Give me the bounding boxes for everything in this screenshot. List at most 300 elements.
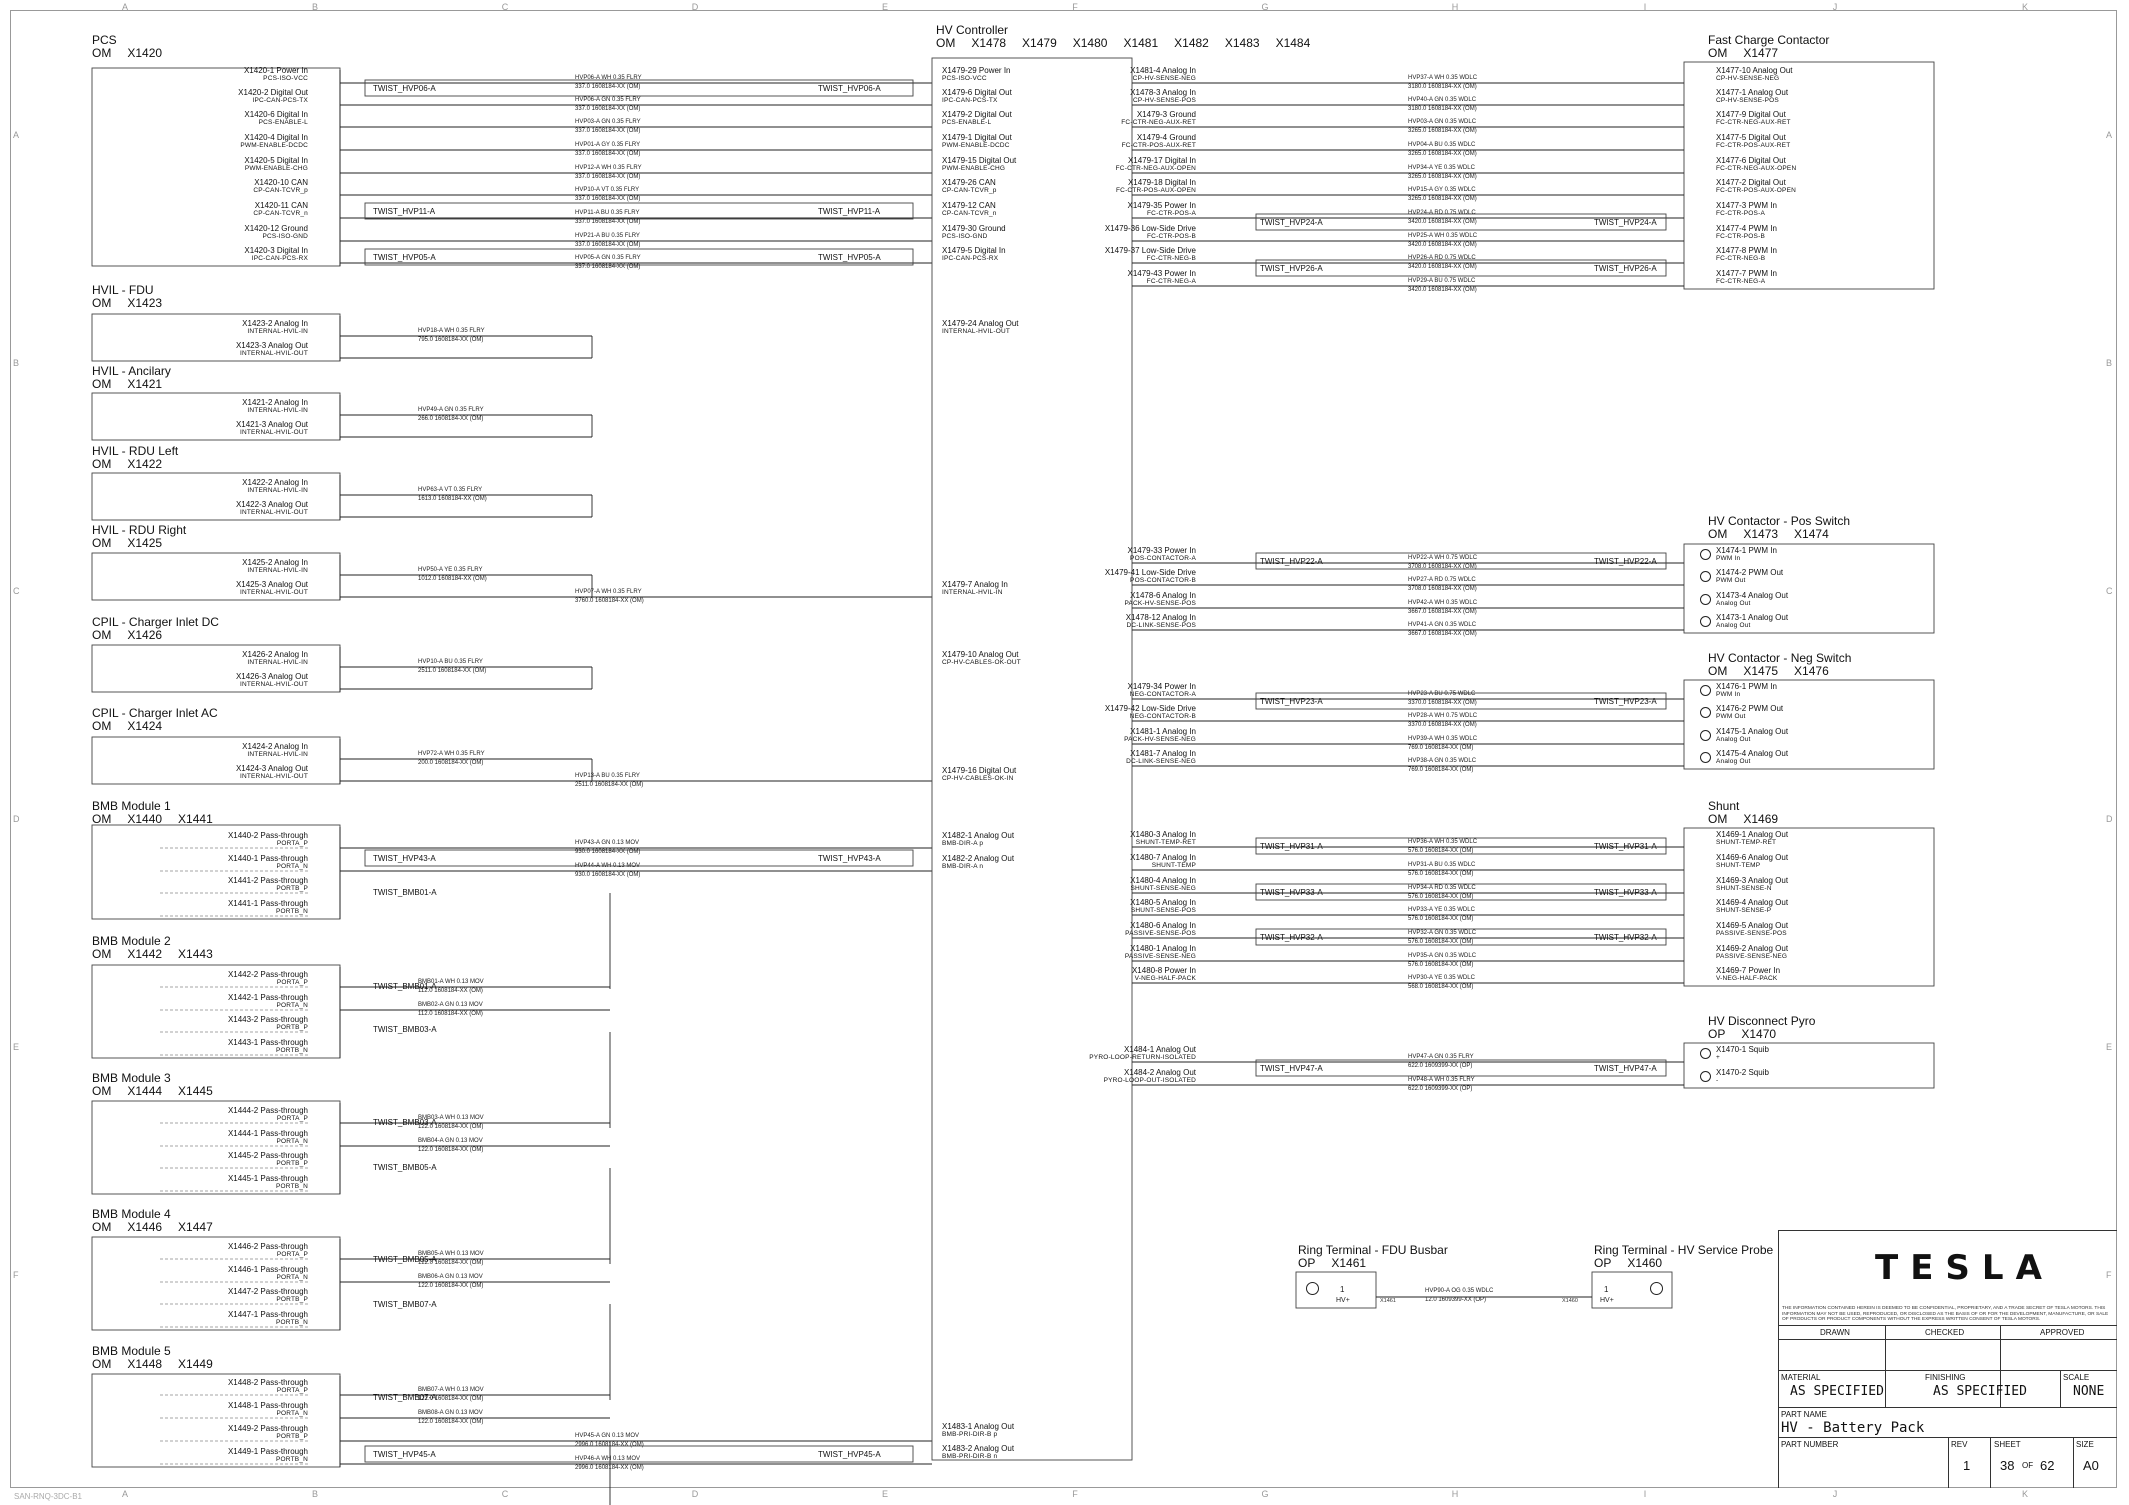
component-title: PCS xyxy=(92,33,117,47)
pin-signal: PCS-ISO-GND xyxy=(942,233,988,240)
pin-signal: SHUNT-TEMP-RET xyxy=(1135,839,1196,846)
component-pin xyxy=(1716,246,1966,262)
tb-rule xyxy=(2060,1370,2061,1407)
terminal-circle xyxy=(1700,594,1711,605)
wire-spec: HVP10-A BU 0.35 FLRY xyxy=(418,659,483,665)
wire-spec: HVP44-A WH 0.13 MOV xyxy=(575,863,641,869)
wire-part: 795.0 1608184-XX (OM) xyxy=(418,337,484,343)
pin-signal: INTERNAL-HVIL-IN xyxy=(247,487,308,494)
connector-id: X1422 xyxy=(127,457,163,471)
pin-label: X1469-7 Power In xyxy=(1716,966,1781,975)
component-connectors xyxy=(1708,665,1845,677)
pin-label: X1446-1 Pass-through xyxy=(227,1265,308,1274)
twist-label: TWIST_HVP05-A xyxy=(373,253,436,262)
connector-id: X1442 xyxy=(127,947,163,961)
zone-col-top: F xyxy=(1072,2,1078,12)
pin-label: X1479-17 Digital In xyxy=(1127,156,1196,165)
tb-rule xyxy=(1948,1437,1949,1488)
pin-label: X1480-6 Analog In xyxy=(1130,921,1196,930)
wire-part: 930.0 1608184-XX (OM) xyxy=(575,872,641,878)
terminal-circle xyxy=(1700,685,1711,696)
controller-pin xyxy=(942,319,1192,335)
wire-spec: HVP48-A WH 0.35 FLRY xyxy=(1408,1077,1475,1083)
pin-label: X1479-35 Power In xyxy=(1127,201,1196,210)
wire-spec: BMB03-A WH 0.13 MOV xyxy=(418,1115,484,1121)
connector-id: X1482 xyxy=(1174,36,1209,50)
pin-signal: PORTB_P xyxy=(276,1024,308,1031)
pin-signal: SHUNT-SENSE-NEG xyxy=(1130,885,1196,892)
pin-label: X1441-2 Pass-through xyxy=(227,876,308,885)
component-pin xyxy=(58,558,308,574)
component-connectors xyxy=(92,720,178,732)
pin-signal: INTERNAL-HVIL-OUT xyxy=(942,328,1011,335)
connector-id: X1469 xyxy=(1743,812,1779,826)
pin-label: X1479-43 Power In xyxy=(1127,269,1196,278)
pin-label: X1479-42 Low-Side Drive xyxy=(1104,704,1196,713)
pin-signal: PASSIVE-SENSE-POS xyxy=(1125,930,1196,937)
wire-part: 769.0 1608184-XX (OM) xyxy=(1408,767,1474,773)
wire-part: 337.0 1608184-XX (OM) xyxy=(575,196,641,202)
twist-label: TWIST_HVP47-A xyxy=(1594,1064,1657,1073)
wire-part: 122.0 1608184-XX (OM) xyxy=(418,1260,484,1266)
twist-label: TWIST_HVP23-A xyxy=(1260,697,1323,706)
connector-id: X1476 xyxy=(1794,664,1829,678)
twist-label: TWIST_HVP45-A xyxy=(373,1450,436,1459)
pin-signal: CP-HV-CABLES-OK-IN xyxy=(942,775,1014,782)
pin-label: X1420-4 Digital In xyxy=(244,133,308,142)
pin-label: X1420-6 Digital In xyxy=(244,110,308,119)
connector-id: X1425 xyxy=(127,536,163,550)
wire-spec: HVP03-A GN 0.35 WDLC xyxy=(1408,119,1477,125)
pin-label: X1479-1 Digital Out xyxy=(942,133,1012,142)
twist-label: TWIST_HVP24-A xyxy=(1594,218,1657,227)
component-pin xyxy=(58,1129,308,1145)
wire-spec: HVP23-A BU 0.75 WDLC xyxy=(1408,691,1476,697)
zone-col-bottom: J xyxy=(1832,1489,1838,1499)
wire-part: 576.0 1608184-XX (OM) xyxy=(1408,962,1474,968)
wire-spec: HVP28-A WH 0.75 WDLC xyxy=(1408,713,1478,719)
wire-spec: HVP34-A YE 0.35 WDLC xyxy=(1408,165,1475,171)
controller-pin xyxy=(946,613,1196,629)
wire-spec: HVP07-A WH 0.35 FLRY xyxy=(575,589,642,595)
zone-col-top: D xyxy=(691,2,699,12)
twist-label: TWIST_HVP32-A xyxy=(1594,933,1657,942)
component-title: HVIL - Ancilary xyxy=(92,364,171,378)
controller-pin xyxy=(946,876,1196,892)
wire-spec: HVP15-A GY 0.35 WDLC xyxy=(1408,187,1476,193)
pin-label: X1443-1 Pass-through xyxy=(227,1038,308,1047)
controller-pin xyxy=(946,546,1196,562)
twist-label: TWIST_HVP22-A xyxy=(1594,557,1657,566)
twist-label: TWIST_BMB01-A xyxy=(373,888,437,897)
component-pin xyxy=(1716,898,1966,914)
pin-label: X1477-4 PWM In xyxy=(1716,224,1777,233)
connector-class: OM xyxy=(92,719,112,733)
pin-signal: PWM Out xyxy=(1716,713,1746,720)
twist-label: TWIST_HVP22-A xyxy=(1260,557,1323,566)
pin-label: X1479-10 Analog Out xyxy=(942,650,1019,659)
wire-spec: HVP21-A BU 0.35 FLRY xyxy=(575,233,640,239)
connector-class: OM xyxy=(1708,527,1728,541)
wire-part: 3265.0 1608184-XX (OM) xyxy=(1408,196,1477,202)
component-pin xyxy=(58,178,308,194)
zone-row-right: A xyxy=(2106,130,2113,140)
pin-signal: PORTA_P xyxy=(276,1251,308,1258)
controller-pin xyxy=(946,1045,1196,1061)
pin-signal: Analog Out xyxy=(1716,622,1751,629)
twist-label: TWIST_BMB05-A xyxy=(373,1255,437,1264)
component-pin xyxy=(58,1265,308,1281)
size-value: A0 xyxy=(2083,1458,2099,1473)
pin-label: X1478-3 Analog In xyxy=(1130,88,1196,97)
tb-rule xyxy=(1778,1407,2117,1408)
pin-signal: PORTA_P xyxy=(276,1387,308,1394)
pin-signal: CP-HV-SENSE-POS xyxy=(1716,97,1779,104)
ring-signal: HV+ xyxy=(1600,1297,1614,1304)
wire-part: 576.0 1608184-XX (OM) xyxy=(1408,916,1474,922)
pin-signal: FC-CTR-POS-A xyxy=(1716,210,1765,217)
pin-label: X1479-12 CAN xyxy=(942,201,996,210)
component-pin xyxy=(1716,156,1966,172)
pin-label: X1473-4 Analog Out xyxy=(1716,591,1789,600)
component-title: CPIL - Charger Inlet AC xyxy=(92,706,218,720)
wire-part: 122.0 1608184-XX (OM) xyxy=(418,1147,484,1153)
wire-part: 337.0 1608184-XX (OM) xyxy=(575,128,641,134)
connector-class: OM xyxy=(92,1357,112,1371)
pin-signal: FC-CTR-NEG-A xyxy=(1716,278,1766,285)
scale-value: NONE xyxy=(2073,1384,2105,1399)
pin-label: X1482-2 Analog Out xyxy=(942,854,1015,863)
wire-spec: HVP11-A BU 0.35 FLRY xyxy=(575,210,640,216)
wire-spec: BMB04-A GN 0.13 MOV xyxy=(418,1138,483,1144)
pin-signal: FC-CTR-POS-B xyxy=(1716,233,1765,240)
pin-signal: CP-HV-SENSE-NEG xyxy=(1132,75,1196,82)
pin-signal: PCS-ISO-VCC xyxy=(263,75,308,82)
pin-signal: Analog Out xyxy=(1716,600,1751,607)
controller-pin xyxy=(946,178,1196,194)
component-pin xyxy=(1716,178,1966,194)
wire-part: 576.0 1608184-XX (OM) xyxy=(1408,871,1474,877)
zone-row-right: E xyxy=(2106,1042,2113,1052)
connector-id: X1444 xyxy=(127,1084,163,1098)
pin-label: X1484-1 Analog Out xyxy=(1123,1045,1196,1054)
wire-spec: HVP34-A RD 0.35 WDLC xyxy=(1408,885,1476,891)
controller-pin xyxy=(946,898,1196,914)
wire-part: 3370.0 1608184-XX (OM) xyxy=(1408,700,1477,706)
pin-signal: FC-CTR-POS-AUX-RET xyxy=(1716,142,1791,149)
zone-col-top: C xyxy=(501,2,509,12)
wire-part: 266.0 1608184-XX (OM) xyxy=(418,416,484,422)
connector-id: X1448 xyxy=(127,1357,163,1371)
component-pin xyxy=(58,1287,308,1303)
pin-label: X1477-5 Digital Out xyxy=(1716,133,1786,142)
controller-pin xyxy=(946,246,1196,262)
pin-label: X1477-1 Analog Out xyxy=(1716,88,1789,97)
component-pin xyxy=(1716,1045,1966,1061)
controller-pin xyxy=(946,921,1196,937)
pin-label: X1422-2 Analog In xyxy=(242,478,308,487)
checked-label: CHECKED xyxy=(1925,1328,1965,1337)
zone-row-right: D xyxy=(2106,814,2113,824)
pin-label: X1469-4 Analog Out xyxy=(1716,898,1789,907)
pin-label: X1424-2 Analog In xyxy=(242,742,308,751)
tesla-logo: TESLA xyxy=(1875,1248,2054,1288)
twist-label: TWIST_HVP06-A xyxy=(818,84,881,93)
wire-spec: HVP06-A WH 0.35 FLRY xyxy=(575,75,642,81)
wire-part: 122.0 1608184-XX (OM) xyxy=(418,1419,484,1425)
connector-id: X1447 xyxy=(178,1220,213,1234)
pin-label: X1476-2 PWM Out xyxy=(1716,704,1784,713)
zone-row-left: E xyxy=(13,1042,20,1052)
wire-part: 3708.0 1608184-XX (OM) xyxy=(1408,586,1477,592)
component-pin xyxy=(1716,224,1966,240)
pin-signal: INTERNAL-HVIL-IN xyxy=(247,407,308,414)
pin-signal: PACK-HV-SENSE-NEG xyxy=(1124,736,1196,743)
component-title: HV Disconnect Pyro xyxy=(1708,1014,1816,1028)
pin-signal: DC-LINK-SENSE-POS xyxy=(1126,622,1196,629)
wire-part: 3420.0 1608184-XX (OM) xyxy=(1408,219,1477,225)
sheet-value: 38 xyxy=(2000,1458,2015,1473)
wire-part: 200.0 1608184-XX (OM) xyxy=(418,760,484,766)
scale-label: SCALE xyxy=(2063,1373,2090,1382)
component-pin xyxy=(58,224,308,240)
connector-class: OM xyxy=(92,812,112,826)
twist-label: TWIST_HVP33-A xyxy=(1260,888,1323,897)
finishing-value: AS SPECIFIED xyxy=(1933,1384,2027,1399)
pin-signal: BMB-DIR-A n xyxy=(942,863,984,870)
controller-pin xyxy=(946,966,1196,982)
wire-spec: HVP90-A OG 0.35 WDLC xyxy=(1425,1288,1494,1294)
pin-label: X1442-2 Pass-through xyxy=(227,970,308,979)
connector-class: OM xyxy=(92,1084,112,1098)
wire-part: 3667.0 1608184-XX (OM) xyxy=(1408,631,1477,637)
component-pin xyxy=(58,398,308,414)
pin-signal: PORTB_P xyxy=(276,885,308,892)
component-pin xyxy=(58,110,308,126)
wire-part: 576.0 1608184-XX (OM) xyxy=(1408,939,1474,945)
twist-label: TWIST_BMB03-A xyxy=(373,1118,437,1127)
pin-signal: IPC-CAN-PCS-TX xyxy=(252,97,308,104)
wire-spec: HVP40-A GN 0.35 WDLC xyxy=(1408,97,1477,103)
component-pin xyxy=(58,993,308,1009)
pin-label: X1480-3 Analog In xyxy=(1130,830,1196,839)
wire-part: 3265.0 1608184-XX (OM) xyxy=(1408,128,1477,134)
pin-label: X1475-4 Analog Out xyxy=(1716,749,1789,758)
connector-class: OM xyxy=(92,377,112,391)
pin-label: X1479-7 Analog In xyxy=(942,580,1008,589)
wire-spec: HVP26-A RD 0.75 WDLC xyxy=(1408,255,1476,261)
tb-rule xyxy=(1778,1339,2117,1340)
component-pin xyxy=(58,899,308,915)
part-name-label: PART NAME xyxy=(1781,1410,1827,1419)
component-pin xyxy=(58,1310,308,1326)
zone-row-left: F xyxy=(13,1270,19,1280)
pin-label: X1420-2 Digital Out xyxy=(238,88,308,97)
ring-terminal-connectors xyxy=(1298,1257,1382,1269)
pin-label: X1448-2 Pass-through xyxy=(227,1378,308,1387)
wire-spec: HVP43-A GN 0.13 MOV xyxy=(575,840,640,846)
wire-spec: BMB01-A WH 0.13 MOV xyxy=(418,979,484,985)
pin-signal: PORTB_P xyxy=(276,1296,308,1303)
twist-label: TWIST_HVP31-A xyxy=(1260,842,1323,851)
component-title: HV Contactor - Pos Switch xyxy=(1708,514,1851,528)
zone-col-bottom: G xyxy=(1261,1489,1269,1499)
pin-signal: PWM-ENABLE-CHG xyxy=(942,165,1006,172)
connector-class: OP xyxy=(1298,1256,1316,1270)
component-pin xyxy=(1716,727,1966,743)
twist-label: TWIST_HVP43-A xyxy=(818,854,881,863)
wire-part: 3180.0 1608184-XX (OM) xyxy=(1408,106,1477,112)
part-number-label: PART NUMBER xyxy=(1781,1440,1839,1449)
pin-signal: CP-HV-SENSE-POS xyxy=(1133,97,1196,104)
connector-id: X1478 xyxy=(971,36,1007,50)
component-connectors xyxy=(92,948,229,960)
terminal-circle xyxy=(1700,549,1711,560)
component-pin xyxy=(58,420,308,436)
controller-pin xyxy=(946,591,1196,607)
pin-signal: NEG-CONTACTOR-A xyxy=(1129,691,1196,698)
component-connectors xyxy=(1708,528,1845,540)
pin-signal: Analog Out xyxy=(1716,758,1751,765)
connector-id: X1473 xyxy=(1743,527,1779,541)
wire-spec: HVP04-A BU 0.35 WDLC xyxy=(1408,142,1476,148)
wire-part: 122.0 1608184-XX (OM) xyxy=(418,1283,484,1289)
pin-label: X1444-1 Pass-through xyxy=(227,1129,308,1138)
pin-signal: INTERNAL-HVIL-OUT xyxy=(239,509,308,516)
pin-label: X1480-8 Power In xyxy=(1131,966,1196,975)
pin-signal: PYRO-LOOP-OUT-ISOLATED xyxy=(1103,1077,1196,1084)
zone-row-right: B xyxy=(2106,358,2113,368)
tb-border-left xyxy=(1778,1230,1779,1488)
pin-signal: PCS-ENABLE-L xyxy=(942,119,992,126)
pin-signal: CP-CAN-TCVR_n xyxy=(253,210,308,217)
wire-spec: HVP03-A GN 0.35 FLRY xyxy=(575,119,641,125)
terminal-circle xyxy=(1700,571,1711,582)
pin-signal: INTERNAL-HVIL-OUT xyxy=(239,681,308,688)
connector-class: OM xyxy=(1708,664,1728,678)
pin-signal: FC-CTR-NEG-B xyxy=(1716,255,1766,262)
zone-col-bottom: K xyxy=(2021,1489,2028,1499)
zone-col-top: K xyxy=(2021,2,2028,12)
zone-col-top: G xyxy=(1261,2,1269,12)
pin-signal: FC-CTR-POS-AUX-RET xyxy=(1121,142,1196,149)
pin-label: X1479-34 Power In xyxy=(1127,682,1196,691)
pin-signal: CP-HV-SENSE-NEG xyxy=(1716,75,1780,82)
component-pin xyxy=(58,854,308,870)
wire-spec: HVP63-A VT 0.35 FLRY xyxy=(418,487,483,493)
material-value: AS SPECIFIED xyxy=(1790,1384,1884,1399)
pin-signal: PORTA_N xyxy=(276,1002,308,1009)
component-title: HV Contactor - Neg Switch xyxy=(1708,651,1852,665)
pin-signal: SHUNT-SENSE-P xyxy=(1716,907,1772,914)
pin-signal: FC-CTR-NEG-B xyxy=(1146,255,1196,262)
pin-signal: PORTB_N xyxy=(276,908,308,915)
component-connectors xyxy=(92,297,178,309)
twist-label: TWIST_HVP06-A xyxy=(373,84,436,93)
sheet-of-label: OF xyxy=(2022,1461,2034,1470)
connector-id: X1440 xyxy=(127,812,163,826)
wire-part: 2996.0 1608184-XX (OM) xyxy=(575,1465,644,1471)
pin-label: X1479-24 Analog Out xyxy=(942,319,1019,328)
component-title: BMB Module 2 xyxy=(92,934,171,948)
component-title: Fast Charge Contactor xyxy=(1708,33,1830,47)
pin-signal: INTERNAL-HVIL-OUT xyxy=(239,429,308,436)
pin-label: X1425-3 Analog Out xyxy=(235,580,308,589)
pin-signal: PORTB_N xyxy=(276,1047,308,1054)
pin-signal: INTERNAL-HVIL-IN xyxy=(247,751,308,758)
controller-pin xyxy=(942,1444,1192,1460)
pin-signal: Analog Out xyxy=(1716,736,1751,743)
twist-label: TWIST_HVP43-A xyxy=(373,854,436,863)
twist-label: TWIST_BMB07-A xyxy=(373,1300,437,1309)
pin-label: X1440-1 Pass-through xyxy=(227,854,308,863)
connector-class: OM xyxy=(92,296,112,310)
wire-spec: HVP12-A WH 0.35 FLRY xyxy=(575,165,642,171)
component-title: BMB Module 5 xyxy=(92,1344,171,1358)
pin-label: X1479-15 Digital Out xyxy=(942,156,1017,165)
pin-signal: INTERNAL-HVIL-OUT xyxy=(239,350,308,357)
pin-label: X1449-2 Pass-through xyxy=(227,1424,308,1433)
wire-spec: HVP31-A BU 0.35 WDLC xyxy=(1408,862,1476,868)
pin-label: X1442-1 Pass-through xyxy=(227,993,308,1002)
pin-label: X1479-3 Ground xyxy=(1136,110,1196,119)
pin-signal: SHUNT-SENSE-N xyxy=(1716,885,1772,892)
pin-signal: BMB-PRI-DIR-B n xyxy=(942,1453,998,1460)
component-title: Shunt xyxy=(1708,799,1740,813)
wire-part: 1012.0 1608184-XX (OM) xyxy=(418,576,487,582)
twist-label: TWIST_HVP11-A xyxy=(818,207,881,216)
connector-id: X1426 xyxy=(127,628,163,642)
component-connectors xyxy=(1708,1028,1792,1040)
wire-part: 337.0 1608184-XX (OM) xyxy=(575,174,641,180)
wire-spec: HVP38-A GN 0.35 WDLC xyxy=(1408,758,1477,764)
wire-part: 112.0 1608184-XX (OM) xyxy=(418,1011,483,1017)
zone-row-right: F xyxy=(2106,1270,2112,1280)
component-connectors xyxy=(92,537,178,549)
connector-id: X1461 xyxy=(1380,1298,1396,1304)
tb-border-top xyxy=(1778,1230,2117,1231)
zone-col-bottom: E xyxy=(881,1489,888,1499)
pin-signal: INTERNAL-HVIL-OUT xyxy=(239,589,308,596)
component-connectors xyxy=(92,1358,229,1370)
twist-label: TWIST_HVP26-A xyxy=(1594,264,1657,273)
pin-label: X1475-1 Analog Out xyxy=(1716,727,1789,736)
controller-pin xyxy=(946,830,1196,846)
zone-row-left: B xyxy=(13,358,20,368)
pin-signal: INTERNAL-HVIL-IN xyxy=(247,328,308,335)
wire-spec: HVP46-A WH 0.13 MOV xyxy=(575,1456,641,1462)
controller-pin xyxy=(946,682,1196,698)
pin-signal: FC-CTR-NEG-AUX-RET xyxy=(1716,119,1791,126)
zone-col-bottom: F xyxy=(1072,1489,1078,1499)
tb-rule xyxy=(1778,1370,2117,1371)
terminal-circle xyxy=(1700,1048,1711,1059)
size-label: SIZE xyxy=(2076,1440,2094,1449)
wire-part: 3760.0 1608184-XX (OM) xyxy=(575,598,644,604)
pin-label: X1421-3 Analog Out xyxy=(235,420,308,429)
drawn-label: DRAWN xyxy=(1820,1328,1850,1337)
footer-reference: SAN-RNQ-3DC-B1 xyxy=(14,1492,83,1501)
controller-pin xyxy=(946,88,1196,104)
pin-signal: CP-CAN-TCVR_n xyxy=(942,210,997,217)
connector-id: X1460 xyxy=(1562,1298,1578,1304)
pin-signal: INTERNAL-HVIL-IN xyxy=(247,567,308,574)
component-pin xyxy=(58,742,308,758)
pin-signal: BMB-DIR-A p xyxy=(942,840,984,847)
wire-part: 112.0 1608184-XX (OM) xyxy=(418,988,483,994)
pin-signal: FC-CTR-POS-B xyxy=(1147,233,1196,240)
twist-label: TWIST_HVP23-A xyxy=(1594,697,1657,706)
